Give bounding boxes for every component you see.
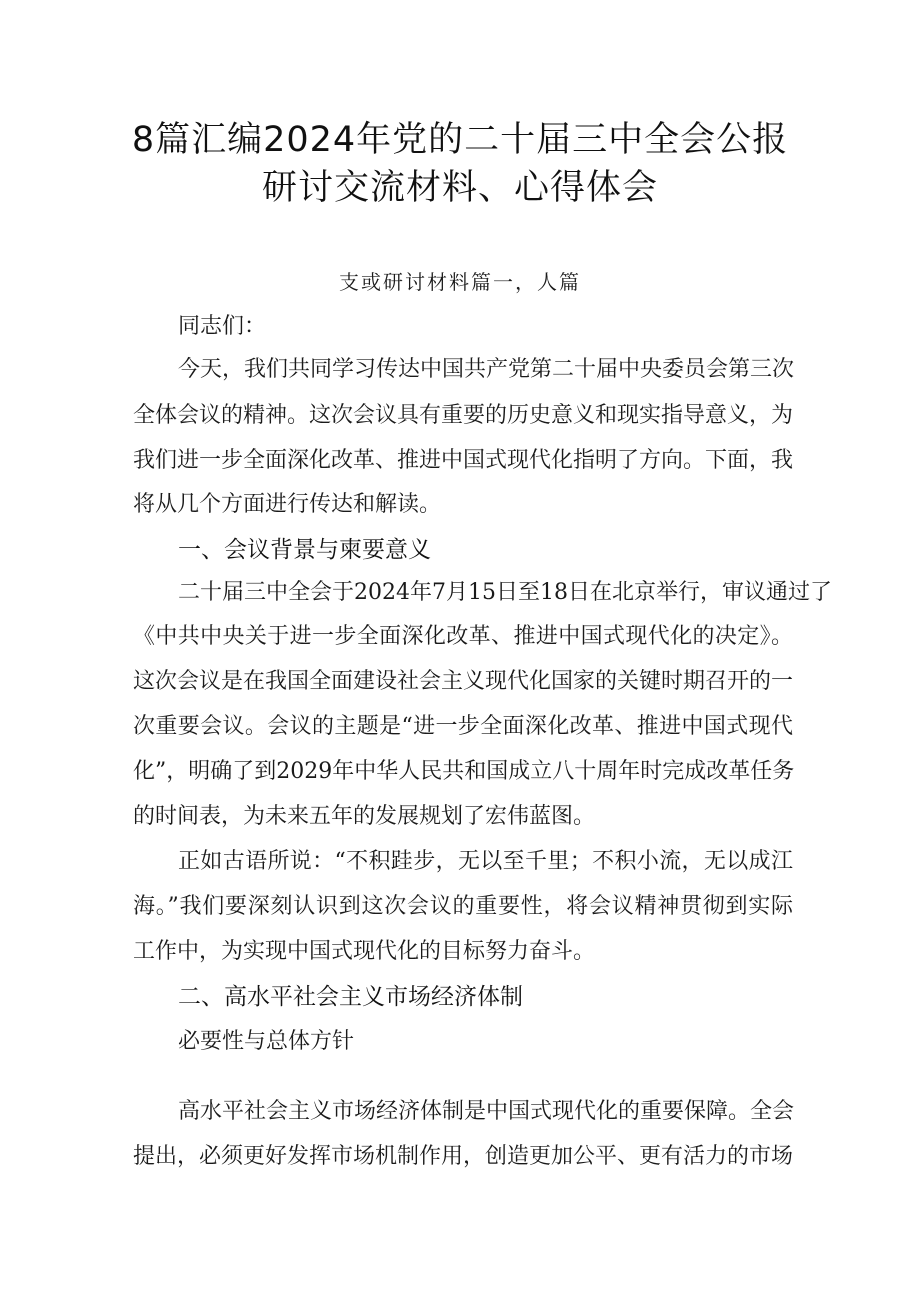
paragraph-line: 全体会议的精神。这次会议具有重要的历史意义和现实指导意义，为	[133, 403, 794, 428]
paragraph-line: 工作中，为实现中国式现代化的目标努力奋斗。	[133, 939, 596, 964]
paragraph-line: 提出，必须更好发挥市场机制作用，创造更加公平、更有活力的市场	[133, 1144, 794, 1169]
document-title-line-1: 8篇汇编2024年党的二十届三中全会公报	[131, 120, 789, 160]
section-heading-1: 一、会议背景与柬要意义	[178, 537, 431, 563]
paragraph-line: 次重要会议。会议的主题是“进一步全面深化改革、推进中国式现代	[133, 714, 793, 739]
document-title-line-2: 研讨交流材料、心得体会	[261, 168, 658, 208]
paragraph-line: 二十届三中全会于2024年7月15日至18日在北京举行，审议通过了	[178, 580, 832, 605]
section-heading-2: 二、高水平社会主义市场经济体制	[178, 984, 523, 1010]
paragraph-line: 我们进一步全面深化改革、推进中国式现代化指明了方向。下面，我	[133, 448, 794, 473]
salutation: 同志们：	[178, 314, 267, 339]
paragraph-line: 这次会议是在我国全面建设社会主义现代化国家的关键时期召开的一	[133, 669, 794, 694]
paragraph-line: 将从几个方面进行传达和解读。	[133, 492, 442, 517]
paragraph-line: 的时间表，为未来五年的发展规划了宏伟蓝图。	[133, 804, 596, 829]
paragraph-line: 高水平社会主义市场经济体制是中国式现代化的重要保障。全会	[178, 1099, 795, 1124]
subheading: 必要性与总体方针	[178, 1029, 355, 1054]
paragraph-line: 海。”我们要深刻认识到这次会议的重要性，将会议精神贯彻到实际	[133, 894, 793, 919]
paragraph-line: 正如古语所说：“不积跬步，无以至千里；不积小流，无以成江	[178, 849, 793, 874]
paragraph-line: 化”，明确了到2029年中华人民共和国成立八十周年时完成改革任务	[133, 759, 795, 784]
section-subtitle: 支或研讨材料篇一，人篇	[339, 270, 581, 294]
paragraph-line: 今天，我们共同学习传达中国共产党第二十届中央委员会第三次	[178, 357, 795, 382]
paragraph-line: 《中共中央关于进一步全面深化改革、推进中国式现代化的决定》。	[133, 624, 793, 649]
